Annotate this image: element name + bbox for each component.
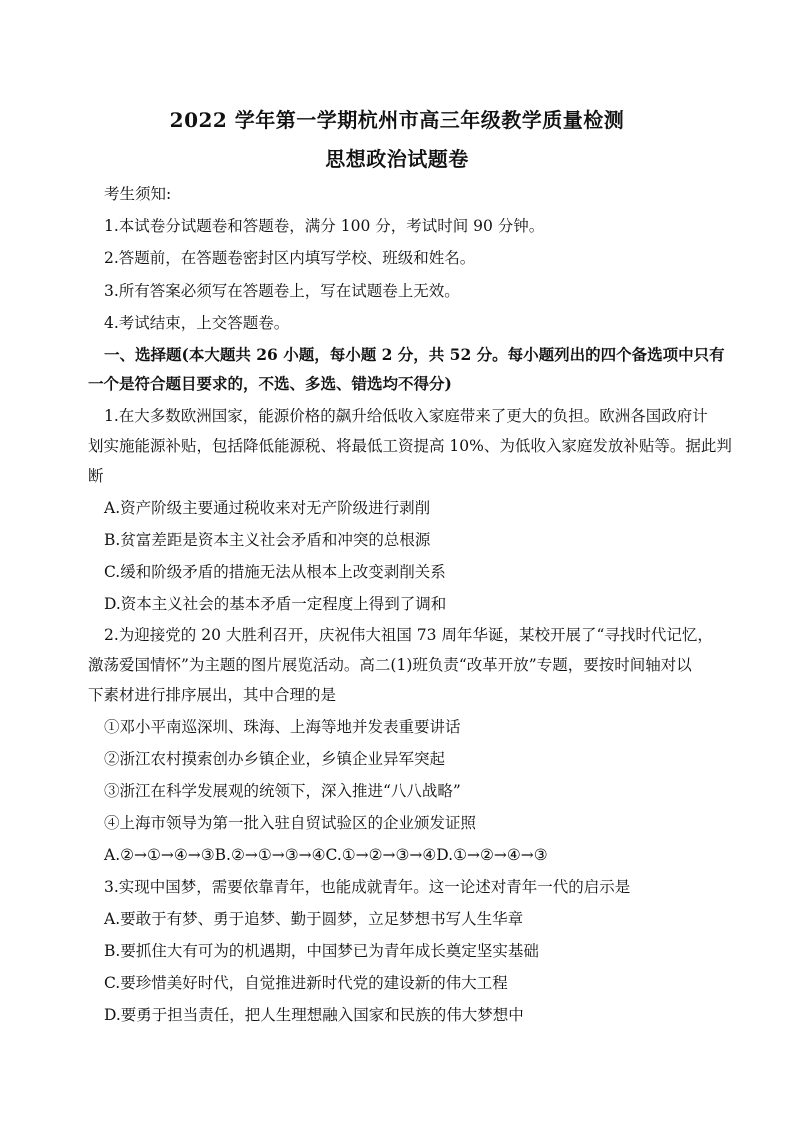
- question-1-option-d: D.资本主义社会的基本矛盾一定程度上得到了调和: [104, 595, 447, 613]
- notice-item: 3.所有答案必须写在答题卷上，写在试题卷上无效。: [104, 282, 460, 300]
- notice-item: 4.考试结束，上交答题卷。: [104, 314, 290, 332]
- question-2-options: A.②→①→④→③B.②→①→③→④C.①→②→③→④D.①→②→④→③: [104, 846, 548, 864]
- notice-item: 1.本试卷分试题卷和答题卷，满分 100 分，考试时间 90 分钟。: [104, 217, 545, 235]
- exam-subtitle: 思想政治试题卷: [325, 147, 469, 171]
- question-3-option-c: C.要珍惜美好时代，自觉推进新时代党的建设新的伟大工程: [104, 974, 508, 992]
- question-2-item: ④上海市领导为第一批入驻自贸试验区的企业颁发证照: [104, 814, 477, 832]
- question-3-option-a: A.要敢于有梦、勇于追梦、勤于圆梦，立足梦想书写人生华章: [104, 910, 524, 928]
- question-2-item: ①邓小平南巡深圳、珠海、上海等地并发表重要讲话: [104, 718, 461, 736]
- exam-title: 2022 学年第一学期杭州市高三年级教学质量检测: [169, 108, 625, 132]
- question-1-stem: 划实施能源补贴，包括降低能源税、将最低工资提高 10%、为低收入家庭发放补贴等。据此判: [88, 437, 732, 455]
- question-3-option-d: D.要勇于担当责任，把人生理想融入国家和民族的伟大梦想中: [104, 1006, 524, 1024]
- question-1-stem: 1.在大多数欧洲国家，能源价格的飙升给低收入家庭带来了更大的负担。欧洲各国政府计: [104, 407, 708, 425]
- question-1-option-b: B.贫富差距是资本主义社会矛盾和冲突的总根源: [104, 531, 431, 549]
- question-2-item: ②浙江农村摸索创办乡镇企业，乡镇企业异军突起: [104, 750, 446, 768]
- section-heading-cont: 一个是符合题目要求的，不选、多选、错选均不得分): [88, 374, 452, 393]
- notice-item: 2.答题前，在答题卷密封区内填写学校、班级和姓名。: [104, 249, 476, 267]
- question-2-stem: 2.为迎接党的 20 大胜利召开，庆祝伟大祖国 73 周年华诞，某校开展了“寻找时代记忆，: [104, 626, 713, 644]
- question-1-option-c: C.缓和阶级矛盾的措施无法从根本上改变剥削关系: [104, 563, 446, 581]
- question-1-option-a: A.资产阶级主要通过税收来对无产阶级进行剥削: [104, 499, 431, 517]
- question-3-stem: 3.实现中国梦，需要依靠青年，也能成就青年。这一论述对青年一代的启示是: [104, 878, 631, 896]
- question-3-option-b: B.要抓住大有可为的机遇期，中国梦已为青年成长奠定坚实基础: [104, 942, 539, 960]
- question-2-item: ③浙江在科学发展观的统领下，深入推进“八八战略”: [104, 782, 461, 800]
- question-2-stem: 激荡爱国情怀”为主题的图片展览活动。高二(1)班负责“改革开放”专题，要按时间轴对以: [88, 656, 692, 674]
- notice-heading: 考生须知:: [104, 185, 172, 203]
- question-2-stem: 下素材进行排序展出，其中合理的是: [88, 686, 337, 704]
- section-heading: 一、选择题(本大题共 26 小题，每小题 2 分，共 52 分。每小题列出的四个备选项中只有: [104, 345, 725, 364]
- question-1-stem: 断: [88, 467, 104, 485]
